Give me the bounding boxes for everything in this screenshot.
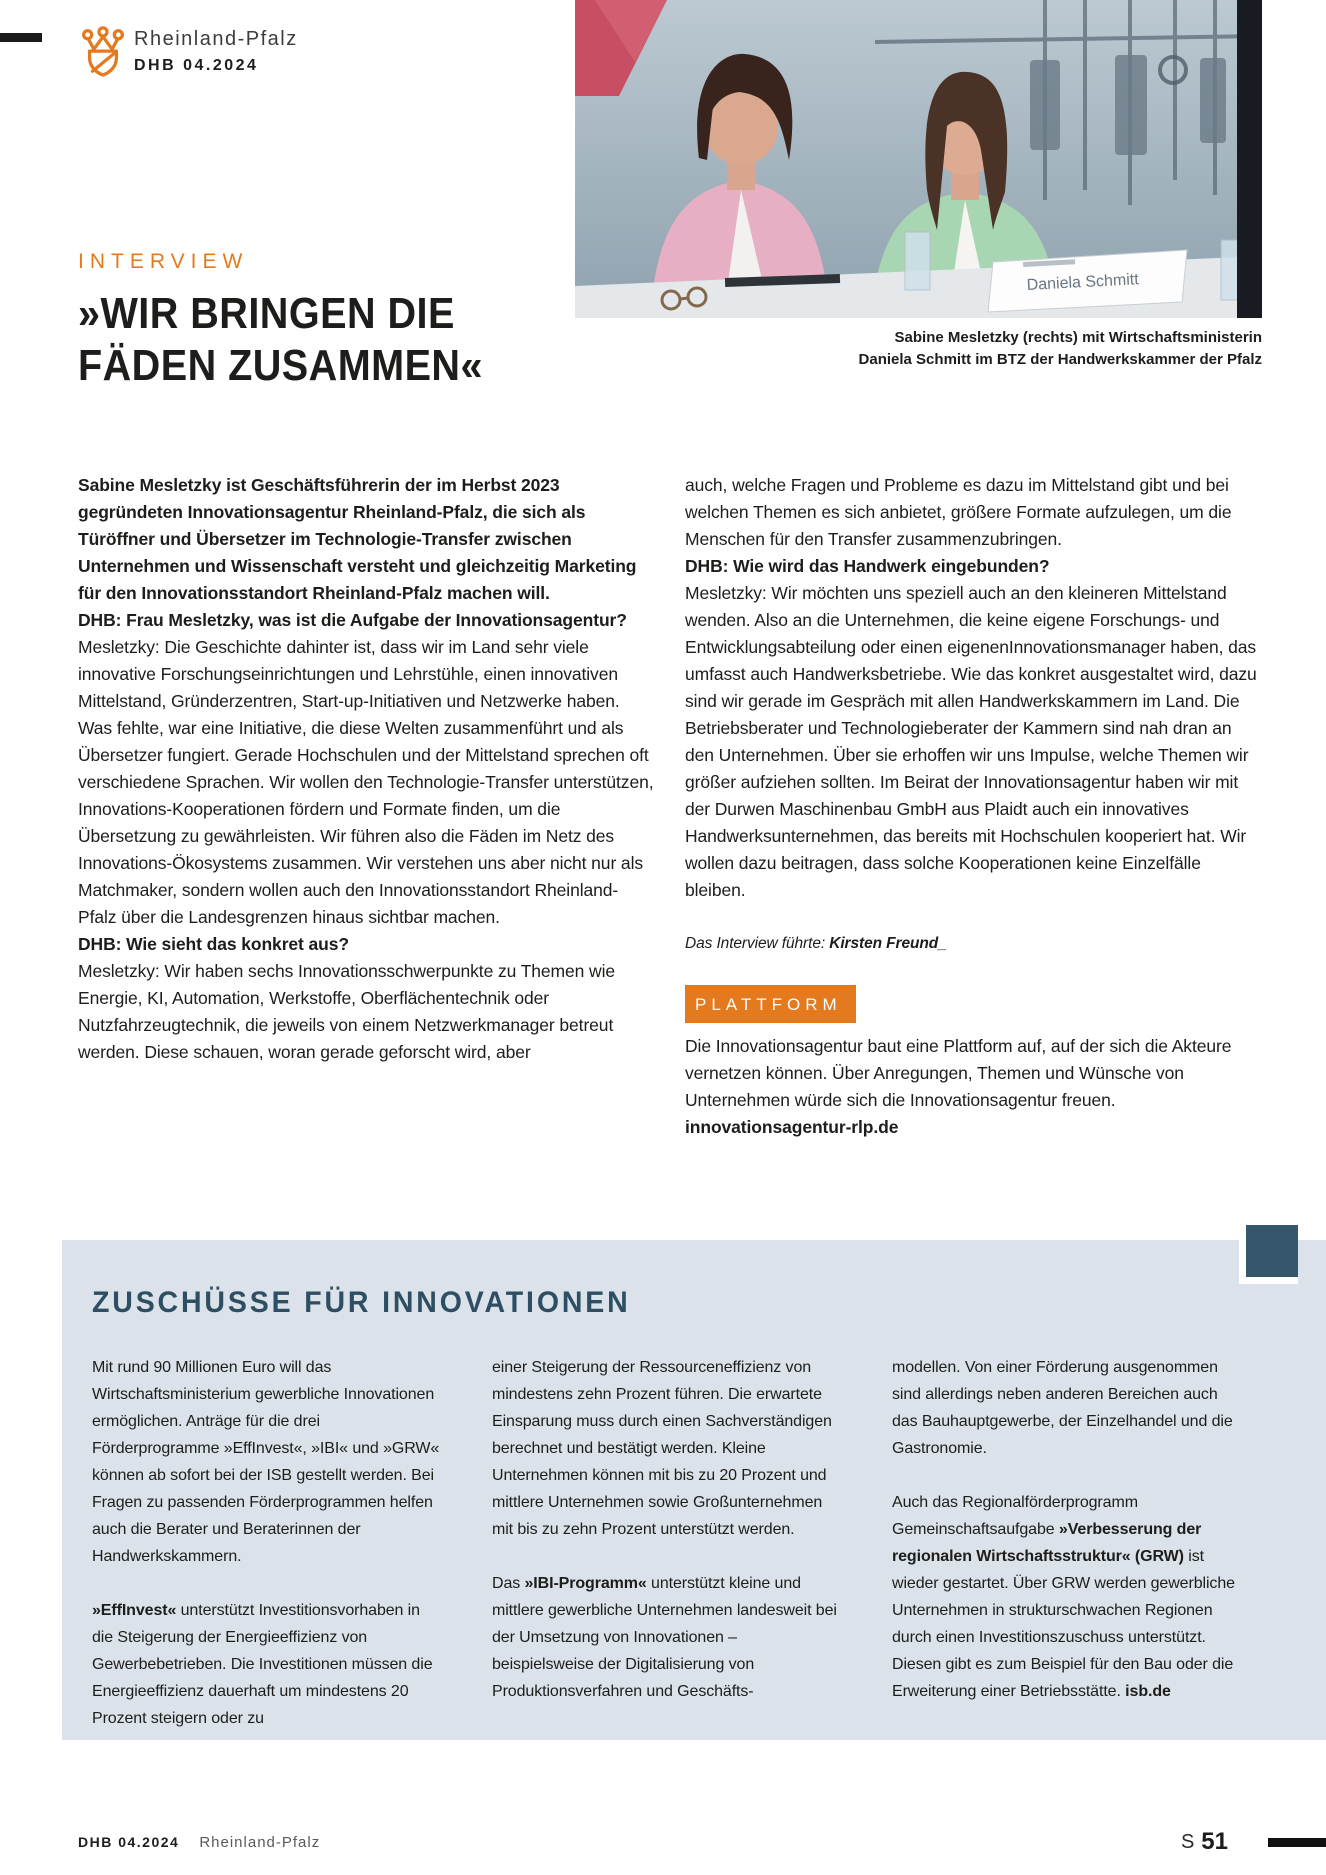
page-title-line2: FÄDEN ZUSAMMEN« bbox=[78, 341, 483, 390]
photo-caption bbox=[859, 327, 1262, 371]
footer-page-prefix: S bbox=[1180, 1830, 1195, 1853]
page-footer bbox=[78, 1826, 1326, 1858]
footer-right-bar bbox=[1268, 1838, 1326, 1847]
question-2: DHB: Wie sieht das konkret aus? bbox=[78, 934, 349, 954]
infobox-col3-paragraph2: Auch das Regionalförderprogramm Gemeinschaftsaufgabe »Verbesserung der regionalen Wirtschaftsstruktur« (GRW) ist wieder gestartet. Über GRW werden gewerbliche Unternehmen in strukturschwachen Regionen durch einen Investitionszuschuss unterstützt. Diesen gibt es zum Beispiel für den Bau oder die Erweiterung einer Betriebsstätte. isb.de bbox=[892, 1494, 1235, 1700]
answer-2-continued: auch, welche Fragen und Probleme es dazu im Mittelstand gibt und bei welchen Themen es sich anbietet, größere Formate aufzulegen, um die Menschen für den Transfer zusammenzubringen. bbox=[685, 475, 1232, 549]
footer-issue: DHB 04.2024 bbox=[78, 1834, 180, 1850]
question-1: DHB: Frau Mesletzky, was ist die Aufgabe der Innovationsagentur? bbox=[78, 610, 627, 630]
byline-name: Kirsten Freund_ bbox=[829, 935, 947, 952]
infobox-col1-paragraph1: Mit rund 90 Millionen Euro will das Wirtschaftsministerium gewerbliche Innovationen ermöglichen. Anträge für die drei Förderprogramme »EffInvest«, »IBI« und »GRW« können ab sofort bei der ISB gestellt werden. Bei Fragen zu passenden Förderprogrammen helfen auch die Berater und Beraterinnen der Handwerkskammern. bbox=[92, 1359, 440, 1565]
infobox-column-3 bbox=[892, 1354, 1242, 1759]
page-title-line1: »WIR BRINGEN DIE bbox=[78, 289, 455, 338]
answer-3: Mesletzky: Wir möchten uns speziell auch an den kleineren Mittelstand wenden. Also an die Unternehmen, die keine eigene Forschungs- und Entwicklungsabteilung oder einen eigenenInnovationsmanager haben, das umfasst auch Handwerksbetriebe. Wie das konkret ausgestaltet wird, dazu sind wir gerade im Gespräch mit allen Handwerkskammern im Land. Die Betriebsberater und Technologieberater der Kammern sind nah dran an den Unternehmen. Über sie erhoffen wir uns Impulse, welche Themen wir größer aufziehen sollten. Im Beirat der Innovationsagentur haben wir mit der Durwen Maschinenbau GmbH aus Plaidt auch ein innovatives Handwerksunternehmen, das bereits mit Hochschulen kooperiert hat. Wir wollen dazu beitragen, dass solche Kooperationen keine Einzelfälle bleiben. bbox=[685, 583, 1257, 900]
answer-1: Mesletzky: Die Geschichte dahinter ist, dass wir im Land sehr viele innovative Forschungseinrichtungen und Lehrstühle, einen innovativen Mittelstand, Gründerzentren, Start-up-Initiativen und Netzwerke haben. Was fehlte, war eine Initiative, die diese Welten zusammenführt und als Übersetzer fungiert. Gerade Hochschulen und der Mittelstand sprechen oft verschiedene Sprachen. Wir wollen den Technologie-Transfer unterstützen, Innovations-Kooperationen fördern und Formate finden, um die Übersetzung zu gewährleisten. Wir führen also die Fäden im Netz des Innovations-Ökosystems zusammen. Wir verstehen uns aber nicht nur als Matchmaker, sondern wollen auch den Innovationsstandort Rheinland-Pfalz über die Landesgrenzen hinaus sichtbar machen. bbox=[78, 637, 654, 927]
article-column-left bbox=[78, 472, 655, 1066]
answer-2-left: Mesletzky: Wir haben sechs Innovationsschwerpunkte zu Themen wie Energie, KI, Automation, Werkstoffe, Oberflächentechnik oder Nutzfahrzeugtechnik, die jeweils von einem Netzwerkmanager betreut werden. Diese schauen, woran gerade geforscht wird, aber bbox=[78, 961, 616, 1062]
article-column-right bbox=[685, 472, 1262, 1141]
infobox-col3-paragraph1: modellen. Von einer Förderung ausgenommen sind allerdings neben anderen Bereichen auch das Bauhauptgewerbe, der Einzelhandel und die Gastronomie. bbox=[892, 1359, 1233, 1457]
infobox-col2-paragraph2: Das »IBI-Programm« unterstützt kleine und mittlere gewerbliche Unternehmen landesweit bei der Umsetzung von Innovationen – beispielsweise der Digitalisierung von Produktionsverfahren und Geschäfts- bbox=[492, 1575, 837, 1700]
page-title bbox=[78, 288, 483, 392]
photo-caption-line1: Sabine Mesletzky (rechts) mit Wirtschaftsministerin bbox=[894, 329, 1262, 346]
photo-nameplate: Daniela Schmitt bbox=[1026, 271, 1140, 294]
infobox-column-2 bbox=[492, 1354, 842, 1759]
brand-issue: DHB 04.2024 bbox=[134, 57, 259, 74]
byline bbox=[685, 930, 1262, 957]
footer-page-number: 51 bbox=[1201, 1828, 1228, 1855]
interview-photo bbox=[575, 0, 1262, 318]
byline-prefix: Das Interview führte: bbox=[685, 935, 830, 952]
photo-caption-line2: Daniela Schmitt im BTZ der Handwerkskammer der Pfalz bbox=[858, 351, 1262, 368]
infobox-columns bbox=[92, 1354, 1326, 1759]
brand-region: Rheinland-Pfalz bbox=[134, 28, 298, 50]
handwerk-crown-shield-icon bbox=[80, 26, 126, 80]
infobox-zuschuesse bbox=[62, 1240, 1326, 1740]
footer-region: Rheinland-Pfalz bbox=[199, 1833, 321, 1851]
question-3: DHB: Wie wird das Handwerk eingebunden? bbox=[685, 556, 1050, 576]
plattform-text: Die Innovationsagentur baut eine Plattform auf, auf der sich die Akteure vernetzen können. Über Anregungen, Themen und Wünsche von Unternehmen würde sich die Innovationsagentur freuen. bbox=[685, 1036, 1232, 1110]
corner-square-decoration bbox=[1239, 1225, 1298, 1284]
top-left-dash bbox=[0, 33, 42, 42]
infobox-column-1 bbox=[92, 1354, 442, 1759]
plattform-link: innovationsagentur-rlp.de bbox=[685, 1117, 899, 1137]
brand-block bbox=[134, 28, 298, 75]
article-intro: Sabine Mesletzky ist Geschäftsführerin der im Herbst 2023 gegründeten Innovationsagentur Rheinland-Pfalz, die sich als Türöffner und Übersetzer im Technologie-Transfer zwischen Unternehmen und Wissenschaft versteht und gleichzeitig Marketing für den Innovationsstandort Rheinland-Pfalz machen will. bbox=[78, 475, 637, 603]
article-kicker: INTERVIEW bbox=[78, 250, 249, 273]
plattform-badge: PLATTFORM bbox=[685, 985, 856, 1023]
infobox-col1-paragraph2: »EffInvest« unterstützt Investitionsvorhaben in die Steigerung der Energieeffizienz von Gewerbebetrieben. Die Investitionen müssen die Energieeffizienz dauerhaft um mindestens 20 Prozent steigern oder zu bbox=[92, 1602, 433, 1727]
infobox-col2-paragraph1: einer Steigerung der Ressourceneffizienz von mindestens zehn Prozent führen. Die erwartete Einsparung muss durch einen Sachverständigen berechnet und bestätigt werden. Kleine Unternehmen können mit bis zu 20 Prozent und mittlere Unternehmen sowie Großunternehmen mit bis zu zehn Prozent unterstützt werden. bbox=[492, 1359, 832, 1538]
infobox-title: ZUSCHÜSSE FÜR INNOVATIONEN bbox=[92, 1286, 631, 1319]
